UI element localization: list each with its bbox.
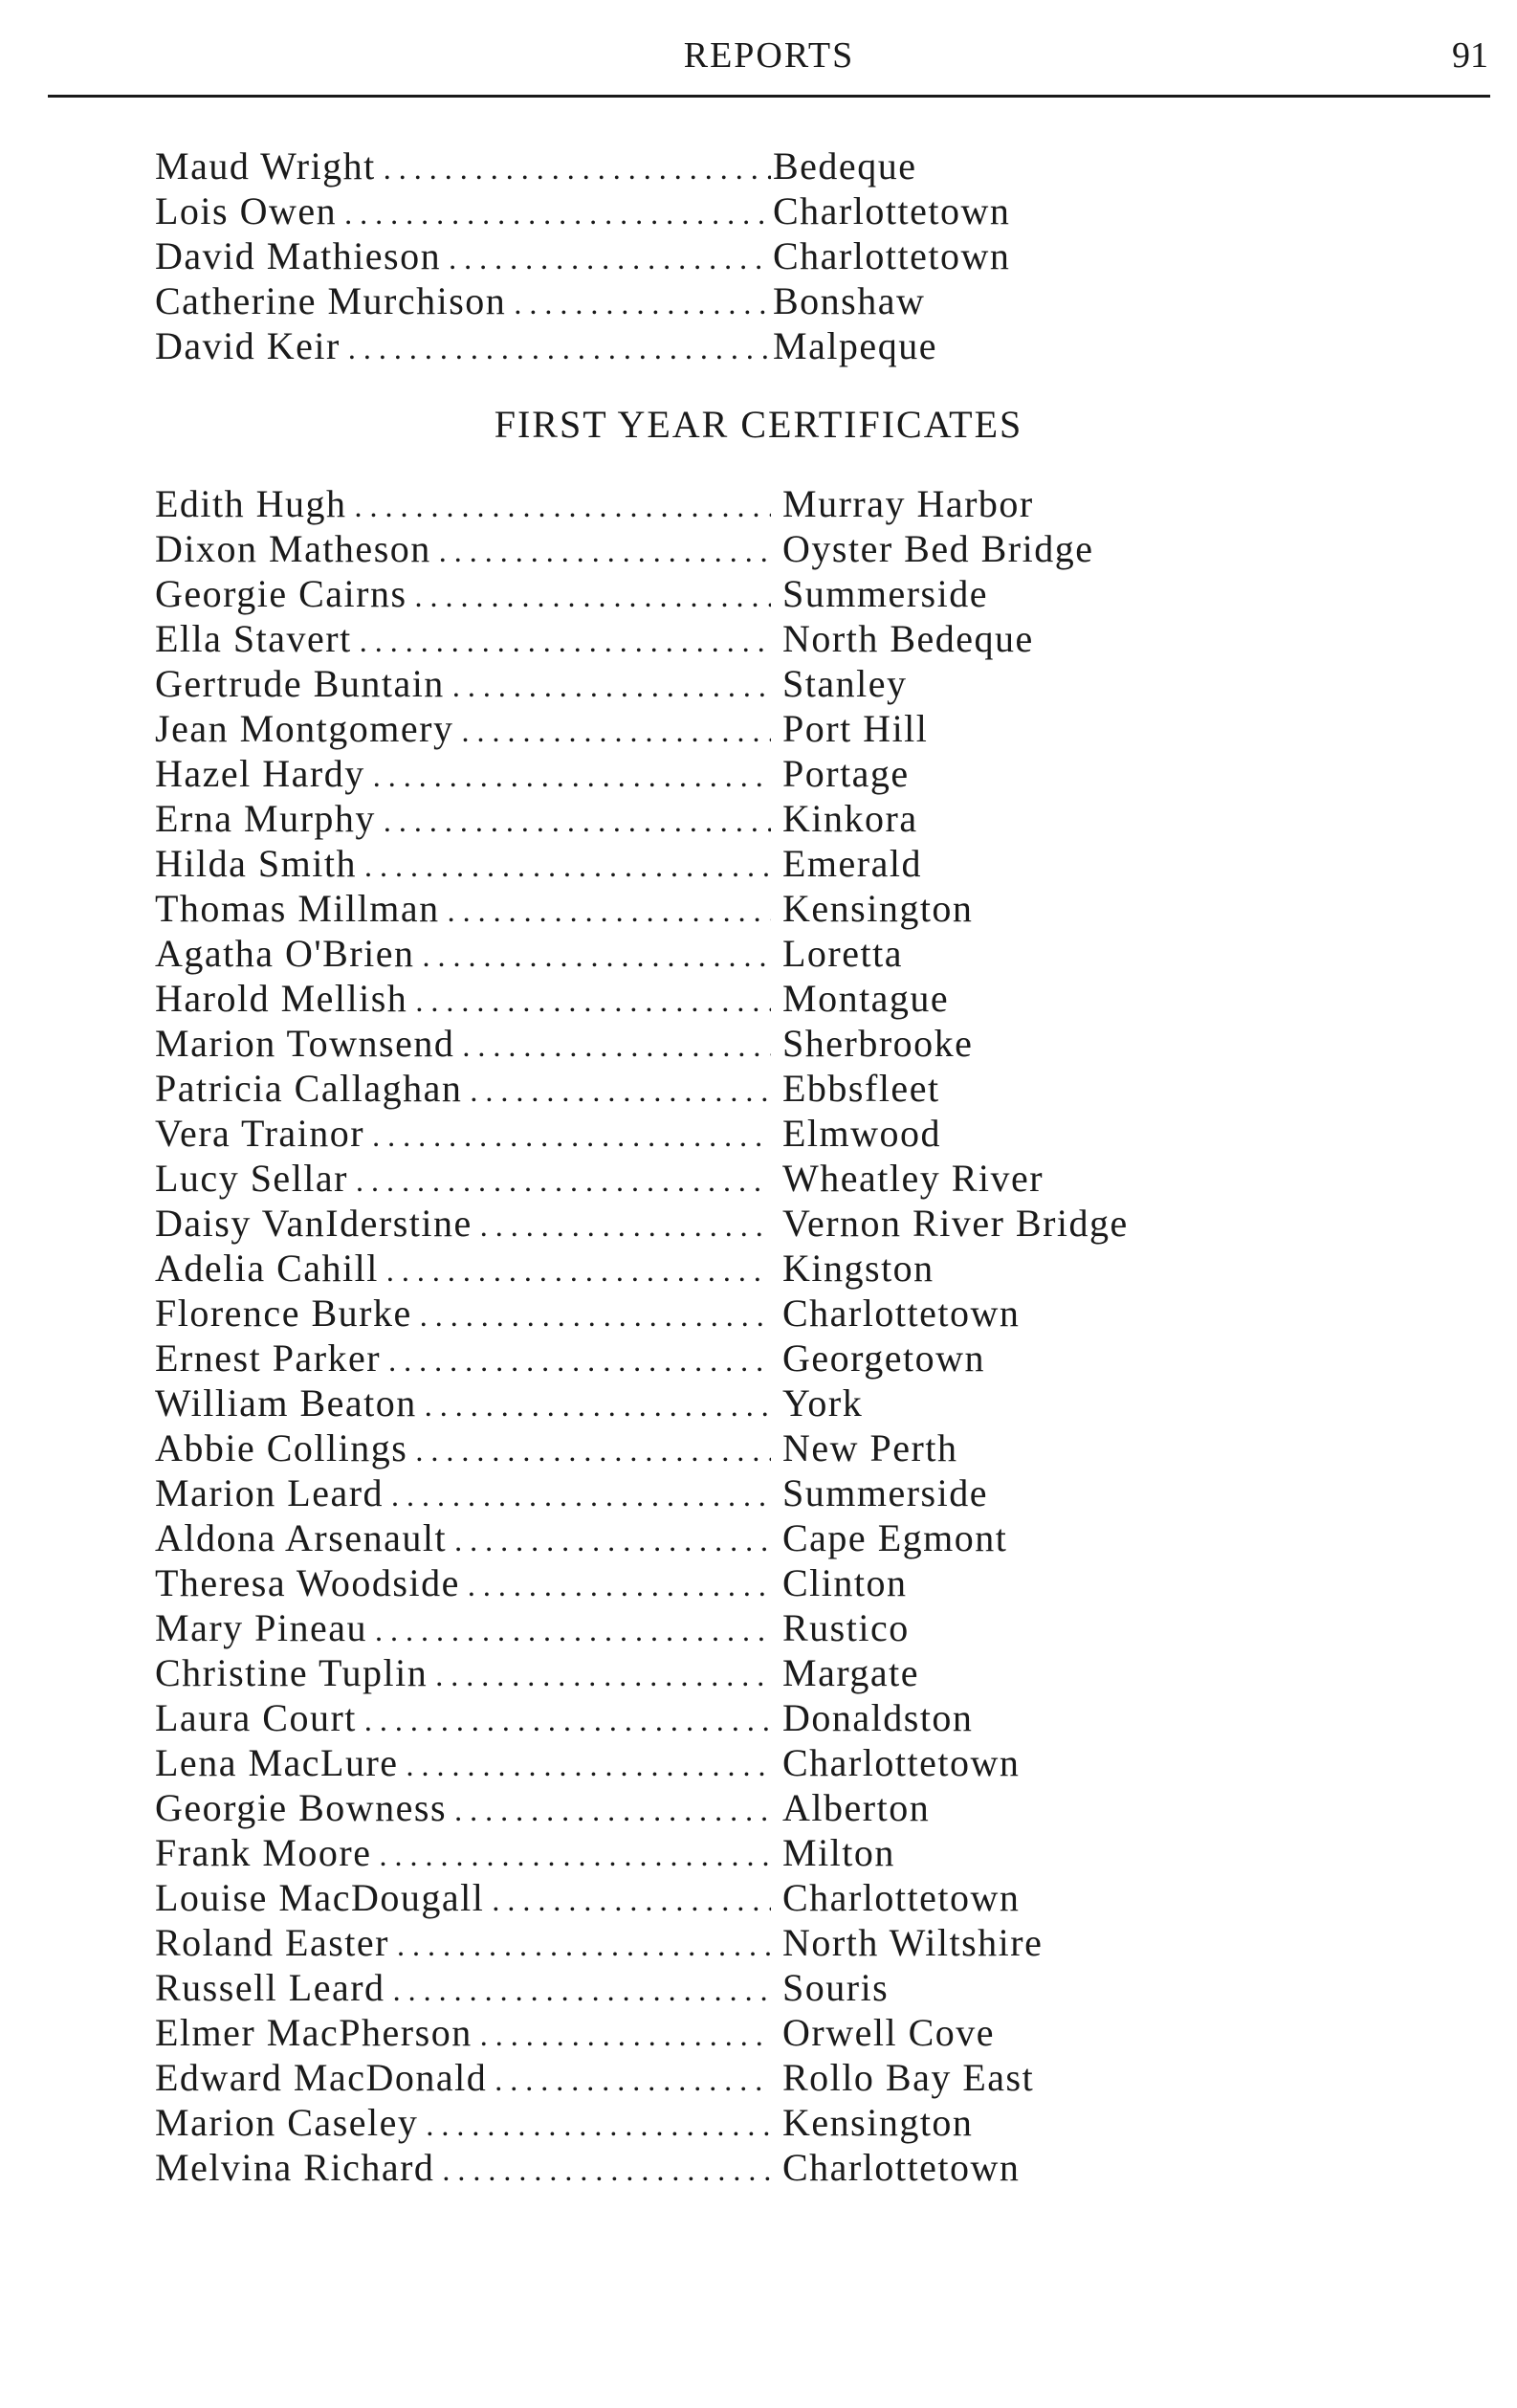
entry-name: Theresa Woodside . . . xyxy=(155,1560,771,1608)
list-item xyxy=(155,1605,1264,1650)
entry-name: Lucy Sellar . . . xyxy=(155,1156,771,1204)
entry-place: Kensington xyxy=(782,887,974,930)
list-item xyxy=(155,1875,1264,1920)
entry-name: Ernest Parker . . . xyxy=(155,1336,771,1383)
list-item xyxy=(155,323,1264,368)
entry-name: Ella Stavert . . . xyxy=(155,616,771,664)
entry-name: Gertrude Buntain . . . xyxy=(155,661,771,709)
entry-place: Ebbsfleet xyxy=(782,1067,940,1110)
entry-name: Patricia Callaghan . . . xyxy=(155,1066,771,1114)
list-item xyxy=(155,1066,1264,1111)
list-item xyxy=(155,796,1264,841)
entry-place: Vernon River Bridge xyxy=(782,1202,1129,1245)
entry-name: Dixon Matheson . . . xyxy=(155,526,771,574)
section-heading: FIRST YEAR CERTIFICATES xyxy=(494,403,1023,446)
entry-name: Daisy VanIderstine . . . xyxy=(155,1201,771,1248)
list-item xyxy=(155,1830,1264,1875)
list-item xyxy=(155,1695,1264,1740)
entry-place: Stanley xyxy=(782,662,908,705)
list-item xyxy=(155,751,1264,796)
entry-name: Edward MacDonald . . . xyxy=(155,2055,771,2103)
list-item xyxy=(155,188,1264,233)
entry-name: Maud Wright . . . xyxy=(155,144,771,191)
entry-place: Kinkora xyxy=(782,797,918,840)
list-item xyxy=(155,661,1264,706)
entry-place: Clinton xyxy=(782,1561,908,1604)
list-item xyxy=(155,1740,1264,1785)
entry-place: Kingston xyxy=(782,1247,934,1290)
entry-place: Charlottetown xyxy=(782,1741,1021,1784)
page-header xyxy=(48,34,1490,101)
entry-name: Jean Montgomery . . . xyxy=(155,706,771,754)
entry-place: Summerside xyxy=(782,1471,988,1514)
entry-place: North Bedeque xyxy=(782,617,1034,660)
entry-place: Orwell Cove xyxy=(782,2011,996,2054)
entry-place: Charlottetown xyxy=(773,189,1011,232)
entry-place: York xyxy=(782,1381,864,1425)
list-item xyxy=(155,1336,1264,1381)
entry-name: Marion Leard . . . xyxy=(155,1470,771,1518)
entry-name: Georgie Cairns . . . xyxy=(155,571,771,619)
entry-name: Christine Tuplin . . . xyxy=(155,1650,771,1698)
entry-name: Lena MacLure . . . xyxy=(155,1740,771,1788)
entry-name: David Keir . . . xyxy=(155,323,771,371)
entry-place: Bedeque xyxy=(773,144,917,188)
entry-place: Charlottetown xyxy=(773,234,1011,277)
entry-place: Cape Egmont xyxy=(782,1516,1008,1559)
entry-name: Elmer MacPherson . . . xyxy=(155,2010,771,2058)
list-item xyxy=(155,706,1264,751)
entry-name: Mary Pineau . . . xyxy=(155,1605,771,1653)
entry-place: Emerald xyxy=(782,842,922,885)
list-item xyxy=(155,1515,1264,1560)
entry-place: Rustico xyxy=(782,1606,910,1649)
entry-place: Charlottetown xyxy=(782,2146,1021,2189)
entry-place: Portage xyxy=(782,752,910,795)
entry-place: Kensington xyxy=(782,2101,974,2144)
entry-name: Adelia Cahill . . . xyxy=(155,1246,771,1293)
entry-name: Roland Easter . . . xyxy=(155,1920,771,1968)
list-item xyxy=(155,2055,1264,2100)
entry-name: Marion Caseley . . . xyxy=(155,2100,771,2148)
entry-name: Thomas Millman . . . xyxy=(155,886,771,934)
list-item xyxy=(155,1246,1264,1291)
entry-place: Bonshaw xyxy=(773,279,926,322)
entry-place: Charlottetown xyxy=(782,1292,1021,1335)
entry-name: Lois Owen . . . xyxy=(155,188,771,236)
entry-name: Hazel Hardy . . . xyxy=(155,751,771,799)
list-item xyxy=(155,2010,1264,2055)
entry-name: Frank Moore . . . xyxy=(155,1830,771,1878)
list-item xyxy=(155,1920,1264,1965)
running-title: REPORTS xyxy=(683,35,855,76)
entry-name: Georgie Bowness . . . xyxy=(155,1785,771,1833)
list-item xyxy=(155,2145,1264,2190)
entry-name: Hilda Smith . . . xyxy=(155,841,771,889)
list-item xyxy=(155,1560,1264,1605)
entry-name: Agatha O'Brien . . . xyxy=(155,931,771,979)
entry-place: North Wiltshire xyxy=(782,1921,1044,1964)
entry-name: Abbie Collings . . . xyxy=(155,1425,771,1473)
list-item xyxy=(155,233,1264,278)
entry-name: Florence Burke . . . xyxy=(155,1291,771,1338)
list-item xyxy=(155,1111,1264,1156)
entry-place: Montague xyxy=(782,977,950,1020)
entry-name: Vera Trainor . . . xyxy=(155,1111,771,1159)
entry-place: Rollo Bay East xyxy=(782,2056,1035,2099)
name-list-continued xyxy=(155,144,1264,368)
entry-name: Edith Hugh . . . xyxy=(155,481,771,529)
entry-name: Laura Court . . . xyxy=(155,1695,771,1743)
entry-name: Harold Mellish . . . xyxy=(155,976,771,1024)
list-item xyxy=(155,976,1264,1021)
entry-place: Loretta xyxy=(782,932,903,975)
entry-place: New Perth xyxy=(782,1426,958,1469)
entry-place: Georgetown xyxy=(782,1337,985,1380)
entry-place: Milton xyxy=(782,1831,895,1874)
entry-place: Oyster Bed Bridge xyxy=(782,527,1094,570)
entry-place: Wheatley River xyxy=(782,1157,1044,1200)
entry-name: Catherine Murchison . . . xyxy=(155,278,771,326)
entry-place: Donaldston xyxy=(782,1696,974,1739)
list-item xyxy=(155,1021,1264,1066)
entry-name: David Mathieson . . . xyxy=(155,233,771,281)
list-item xyxy=(155,616,1264,661)
list-item xyxy=(155,1381,1264,1425)
list-item xyxy=(155,1291,1264,1336)
entry-name: Erna Murphy . . . xyxy=(155,796,771,844)
list-item xyxy=(155,481,1264,526)
entry-place: Port Hill xyxy=(782,707,929,750)
list-item xyxy=(155,144,1264,188)
entry-place: Murray Harbor xyxy=(782,482,1034,525)
entry-place: Alberton xyxy=(782,1786,931,1829)
list-item xyxy=(155,278,1264,323)
entry-place: Souris xyxy=(782,1966,890,2009)
entry-place: Margate xyxy=(782,1651,920,1694)
list-item xyxy=(155,2100,1264,2145)
list-item xyxy=(155,1201,1264,1246)
first-year-certificates-list xyxy=(155,481,1264,2190)
entry-name: William Beaton . . . xyxy=(155,1381,771,1428)
entry-place: Summerside xyxy=(782,572,988,615)
list-item xyxy=(155,1425,1264,1470)
entry-place: Malpeque xyxy=(773,324,937,367)
list-item xyxy=(155,1785,1264,1830)
header-rule xyxy=(48,95,1490,98)
list-item xyxy=(155,1156,1264,1201)
entry-name: Melvina Richard . . . xyxy=(155,2145,771,2193)
list-item xyxy=(155,526,1264,571)
list-item xyxy=(155,931,1264,976)
page-number: 91 xyxy=(1452,35,1488,76)
list-item xyxy=(155,1470,1264,1515)
entry-name: Louise MacDougall . . . xyxy=(155,1875,771,1923)
entry-name: Aldona Arsenault . . . xyxy=(155,1515,771,1563)
entry-place: Charlottetown xyxy=(782,1876,1021,1919)
list-item xyxy=(155,1650,1264,1695)
list-item xyxy=(155,841,1264,886)
list-item xyxy=(155,1965,1264,2010)
entry-name: Marion Townsend . . . xyxy=(155,1021,771,1069)
entry-name: Russell Leard . . . xyxy=(155,1965,771,2013)
entry-place: Elmwood xyxy=(782,1112,942,1155)
entry-place: Sherbrooke xyxy=(782,1022,974,1065)
list-item xyxy=(155,571,1264,616)
list-item xyxy=(155,886,1264,931)
